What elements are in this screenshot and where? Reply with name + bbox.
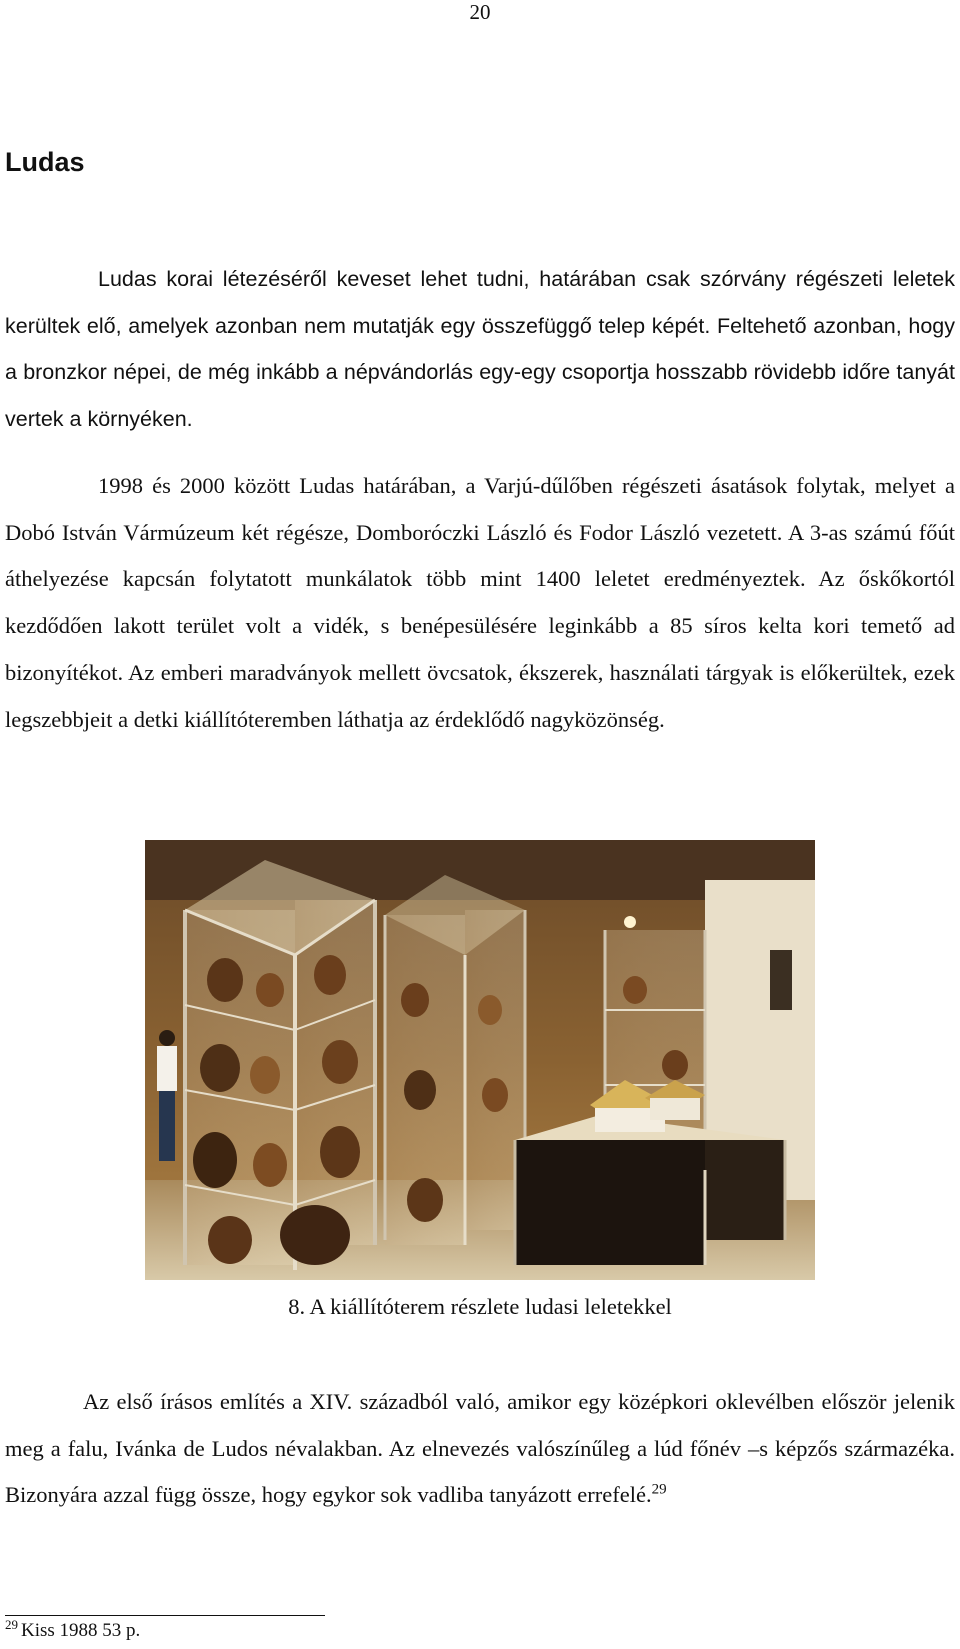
exhibition-photo [145,840,815,1280]
footnote-text: Kiss 1988 53 p. [21,1620,141,1641]
footnote-reference[interactable]: 29 [651,1481,667,1498]
section-title: Ludas [5,147,85,177]
paragraph-history-text: Az első írásos említés a XIV. századból való, amikor egy középkori oklevélben először jelenik meg a falu, Ivánka de Ludos névalakban. Az elnevezés valószínűleg a lúd főnév –s képzős származéka. Bizonyára azzal függ össze, hogy egykor sok vadliba tanyázott errefelé. [5,1389,955,1507]
paragraph-intro: Ludas korai létezéséről keveset lehet tudni, határában csak szórvány régészeti leletek kerültek elő, amelyek azonban nem mutatják egy összefüggő telep képét. Feltehető azonban, hogy a bronzkor népei, de még inkább a népvándorlás egy-egy csoportja hosszabb rövidebb időre tanyát vertek a környéken. [5,267,955,431]
paragraph-excavation: 1998 és 2000 között Ludas határában, a Varjú-dűlőben régészeti ásatások folytak, melyet a Dobó István Vármúzeum két régésze, Domboróczki László és Fodor László vezetett. A 3-as számú főút áthelyezése kapcsán folytatott munkálatok több mint 1400 leletet eredményeztek. Az őskőkortól kezdődően lakott terület volt a vidék, s benépesülésére leginkább a 85 síros kelta kori temető ad bizonyítékot. Az emberi maradványok mellett övcsatok, ékszerek, használati tárgyak is előkerültek, ezek legszebbjeit a detki kiállítóteremben láthatja az érdeklődő nagyközönség. [5,473,955,732]
footnote-separator [5,1615,325,1616]
page-number: 20 [469,0,491,24]
figure-caption: 8. A kiállítóterem részlete ludasi leletekkel [288,1294,672,1319]
paragraph-history [5,1379,955,1519]
footnote-number: 29 [5,1616,18,1632]
footnote [5,1618,140,1644]
